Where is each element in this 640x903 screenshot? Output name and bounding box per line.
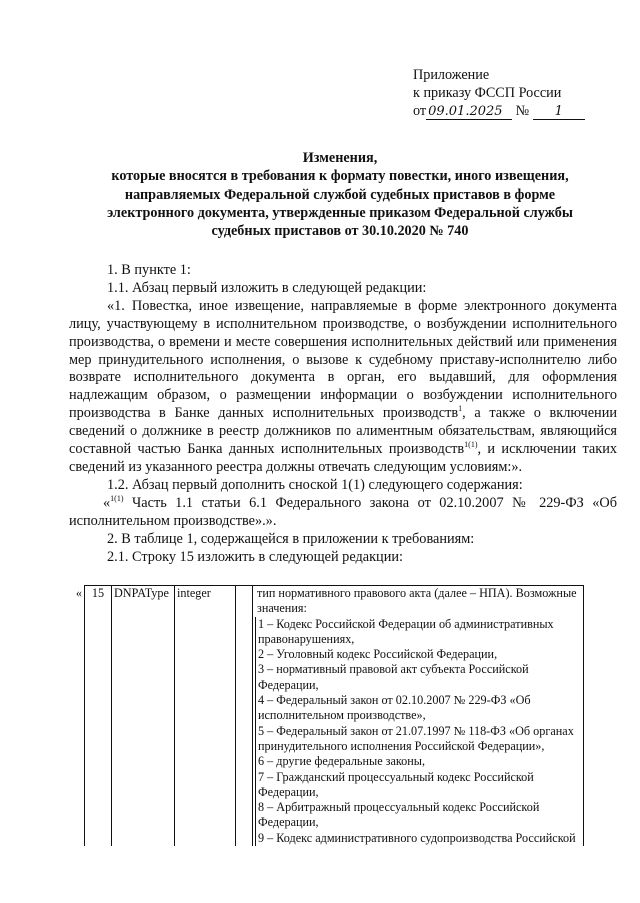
paragraph-quote — [69, 298, 617, 477]
cell-description — [253, 586, 584, 847]
desc-line: 7 – Гражданский процессуальный кодекс Российской Федерации, — [255, 770, 581, 801]
desc-line: 1 – Кодекс Российской Федерации об административных правонарушениях, — [255, 617, 581, 648]
cell-field-name: DNPAType — [112, 586, 175, 847]
title-line-5: судебных приставов от 30.10.2020 № 740 — [211, 223, 469, 240]
title-line-3: направляемых Федеральной службой судебных приставов в форме — [124, 186, 556, 203]
footnote-ref-1-1: 1(1) — [464, 440, 478, 450]
cell-empty — [236, 586, 253, 847]
desc-line: 4 – Федеральный закон от 02.10.2007 № 229-ФЗ «Об исполнительном производстве», — [255, 693, 581, 724]
desc-line: 2 – Уголовный кодекс Российской Федерации, — [255, 647, 581, 662]
desc-line: 3 – нормативный правовой акт субъекта Российской Федерации, — [255, 662, 581, 693]
handwritten-date: 09.01.2025 — [426, 104, 512, 120]
paragraph-1-2: 1.2. Абзац первый дополнить сноской 1(1) следующего содержания: — [107, 476, 523, 493]
cell-number: 15 — [85, 586, 112, 847]
appendix-line-1: Приложение — [413, 67, 490, 83]
paragraph-2: 2. В таблице 1, содержащейся в приложении к требованиям: — [107, 530, 475, 547]
title-line-4: электронного документа, утвержденные приказом Федеральной службы — [107, 204, 573, 221]
footnote-mark: 1(1) — [110, 494, 124, 504]
footnote-text: Часть 1.1 статьи 6.1 Федерального закона от 02.10.2007 № 229-ФЗ «Об исполнительном производстве».». — [69, 494, 617, 529]
desc-line: 6 – другие федеральные законы, — [255, 754, 581, 769]
paragraph-footnote — [69, 495, 617, 531]
desc-line: 5 – Федеральный закон от 21.07.1997 № 118-ФЗ «Об органах принудительного исполнения Российской Федерации», — [255, 724, 581, 755]
title-line-1: Изменения, — [302, 150, 378, 166]
paragraph-2-1: 2.1. Строку 15 изложить в следующей редакции: — [107, 548, 403, 565]
table-open-quote: « — [75, 585, 82, 600]
title-line-2: которые вносятся в требования к формату повестки, иного извещения, — [111, 168, 569, 185]
number-prefix: № — [515, 103, 530, 119]
paragraph-1-1: 1.1. Абзац первый изложить в следующей редакции: — [107, 279, 427, 296]
appendix-block — [413, 66, 585, 120]
quote-text-b: , а также о включении сведений о должнике в реестр должников по алиментным обязательствам, являющийся составной частью Банка данных исполнительных производств — [69, 405, 617, 458]
cell-field-type: integer — [175, 586, 236, 847]
table-row-15 — [66, 585, 584, 846]
handwritten-number: 1 — [533, 104, 585, 120]
quote-text-a: «1. Повестка, иное извещение, направляемые в форме электронного документа лицу, участвующему в исполнительном производстве, о возбуждении исполнительного производства, о времени и месте совершения исполнительных действий или применения мер принудительного исполнения, о вызове к судебному приставу-исполнителю либо возврате исполнительного документа в орган, его выдавший, для оформления надлежащим образом, о размещении информации о возбуждении исполнительного производства в Банке данных исполнительных производств — [69, 297, 617, 422]
paragraph-1: 1. В пункте 1: — [107, 262, 191, 278]
quote-text-c: , и исключении таких сведений из указанного реестра должны отвечать следующим условиям:». — [69, 441, 617, 475]
desc-line: 9 – Кодекс административного судопроизводства Российской — [255, 831, 581, 846]
document-body — [69, 262, 617, 566]
footnote-open-quote: « — [103, 494, 111, 511]
desc-line: 8 – Арбитражный процессуальный кодекс Российской Федерации, — [255, 800, 581, 831]
desc-line: тип нормативного правового акта (далее – НПА). Возможные значения: — [257, 586, 577, 616]
document-title — [60, 149, 620, 240]
footnote-ref-1: 1 — [458, 404, 463, 414]
appendix-line-2: к приказу ФССП России — [413, 85, 562, 101]
appendix-date-line — [413, 102, 585, 120]
table-row — [66, 586, 584, 847]
date-prefix: от — [413, 103, 427, 119]
